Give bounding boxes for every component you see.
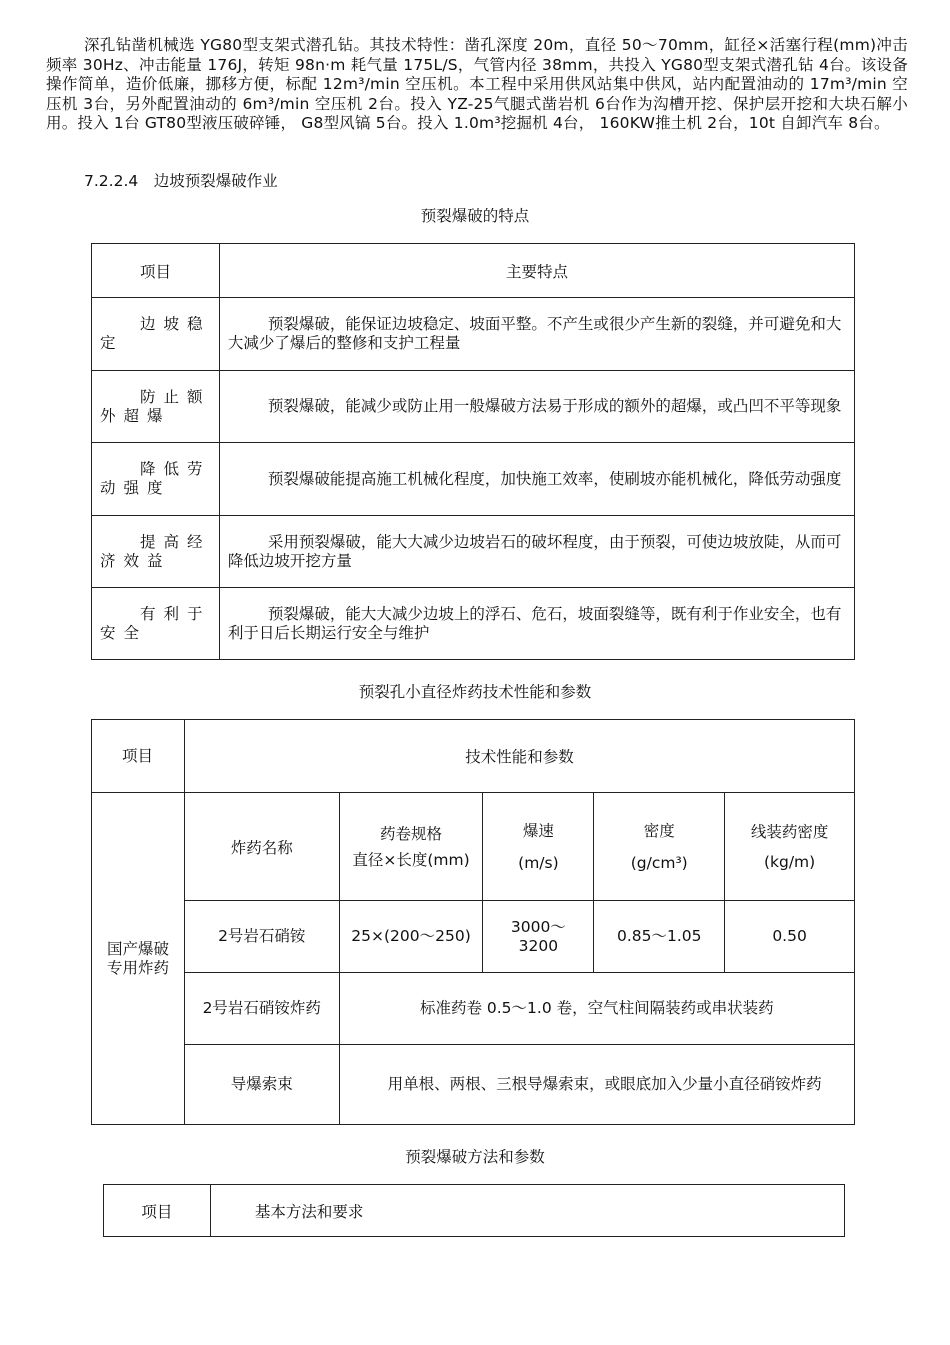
- explosive-name-cell: 2号岩石硝铵: [184, 901, 339, 973]
- column-header-line: 药卷规格: [380, 824, 443, 843]
- explosives-table: [91, 719, 855, 1125]
- table-header-cell: 项目: [104, 1185, 211, 1237]
- section-heading: 7.2.2.4 边坡预裂爆破作业: [84, 172, 278, 190]
- table-header-cell: 技术性能和参数: [184, 720, 854, 793]
- table-row: [92, 516, 855, 588]
- table-header-row: [92, 720, 855, 793]
- column-header-line: 线装药密度: [750, 822, 829, 841]
- feature-cell: 预裂爆破能提高施工机械化程度，加快施工效率，使刷坡亦能机械化，降低劳动强度: [219, 443, 854, 516]
- table-header-cell: 基本方法和要求: [210, 1185, 844, 1237]
- intro-paragraph: 深孔钻凿机械选 YG80型支架式潜孔钻。其技术特性：凿孔深度 20m，直径 50～70mm，缸径×活塞行程(mm)冲击频率 30Hz、冲击能量 176J，转矩 98n·m 耗气量 175L/S，气管内径 38mm，共投入 YG80型支架式潜孔钻 4台。该设备操作简单，造价低廉，挪移方便，标配 12m³/min 空压机。本工程中采用供风站集中供风，站内配置油动的 17m³/min 空压机 3台，另外配置油动的 6m³/min 空压机 2台。投入 YZ-25气腿式凿岩机 6台作为沟槽开挖、保护层开挖和大块石解小用。投入 1台 GT80型液压破碎锤， G8型风镐 5台。投入 1.0m³挖掘机 4台， 160KW推土机 2台，10t 自卸汽车 8台。: [46, 36, 908, 132]
- table-row: [92, 1045, 855, 1125]
- feature-cell: 采用预裂爆破，能大大减少边坡岩石的破坏程度，由于预裂，可使边坡放陡，从而可降低边坡开挖方量: [219, 516, 854, 588]
- table-header-row: [104, 1185, 845, 1237]
- table2-caption: 预裂孔小直径炸药技术性能和参数: [358, 683, 592, 701]
- table-row: [92, 298, 855, 371]
- table-header-cell: 主要特点: [219, 244, 854, 298]
- item-cell: 防止额外超爆: [92, 371, 220, 443]
- column-header-line: (g/cm³): [630, 853, 688, 872]
- linear-density-cell: 0.50: [725, 901, 855, 973]
- speed-cell: 3000～3200: [483, 901, 594, 973]
- spec-cell: 25×(200～250): [339, 901, 483, 973]
- explosive-name-cell: 2号岩石硝铵炸药: [184, 973, 339, 1045]
- column-header: [339, 793, 483, 901]
- table-header-cell: 项目: [92, 244, 220, 298]
- description-cell: 用单根、两根、三根导爆索束，或眼底加入少量小直径硝铵炸药: [339, 1045, 854, 1125]
- column-header: [483, 793, 594, 901]
- table-header-row: [92, 244, 855, 298]
- column-header-line: (kg/m): [763, 852, 816, 871]
- table-row: [92, 588, 855, 660]
- column-header: 炸药名称: [184, 793, 339, 901]
- column-header-line: 爆速: [522, 821, 554, 840]
- column-header-line: 直径×长度(mm): [352, 850, 470, 869]
- table1-caption: 预裂爆破的特点: [420, 207, 530, 225]
- features-table: [91, 243, 855, 660]
- item-cell: 有利于安全: [92, 588, 220, 660]
- feature-cell: 预裂爆破，能减少或防止用一般爆破方法易于形成的额外的超爆，或凸凹不平等现象: [219, 371, 854, 443]
- column-header-line: (m/s): [518, 853, 559, 872]
- item-cell: 边坡稳定: [92, 298, 220, 371]
- group-label-cell: 国产爆破专用炸药: [92, 793, 185, 1125]
- feature-cell: 预裂爆破，能大大减少边坡上的浮石、危石，坡面裂缝等，既有利于作业安全，也有利于日后长期运行安全与维护: [219, 588, 854, 660]
- table-subheader-row: [92, 793, 855, 901]
- table3-caption: 预裂爆破方法和参数: [405, 1148, 545, 1166]
- table-header-cell: 项目: [92, 720, 185, 793]
- item-cell: 提高经济效益: [92, 516, 220, 588]
- column-header-line: 密度: [643, 821, 675, 840]
- table-row: [92, 973, 855, 1045]
- explosive-name-cell: 导爆索束: [184, 1045, 339, 1125]
- table-row: [92, 371, 855, 443]
- column-header: [725, 793, 855, 901]
- table-row: [92, 443, 855, 516]
- column-header: [594, 793, 725, 901]
- item-cell: 降低劳动强度: [92, 443, 220, 516]
- feature-cell: 预裂爆破，能保证边坡稳定、坡面平整。不产生或很少产生新的裂缝，并可避免和大大减少了爆后的整修和支护工程量: [219, 298, 854, 371]
- description-cell: 标准药卷 0.5～1.0 卷，空气柱间隔装药或串状装药: [339, 973, 854, 1045]
- density-cell: 0.85～1.05: [594, 901, 725, 973]
- methods-table: [103, 1184, 845, 1237]
- table-row: [92, 901, 855, 973]
